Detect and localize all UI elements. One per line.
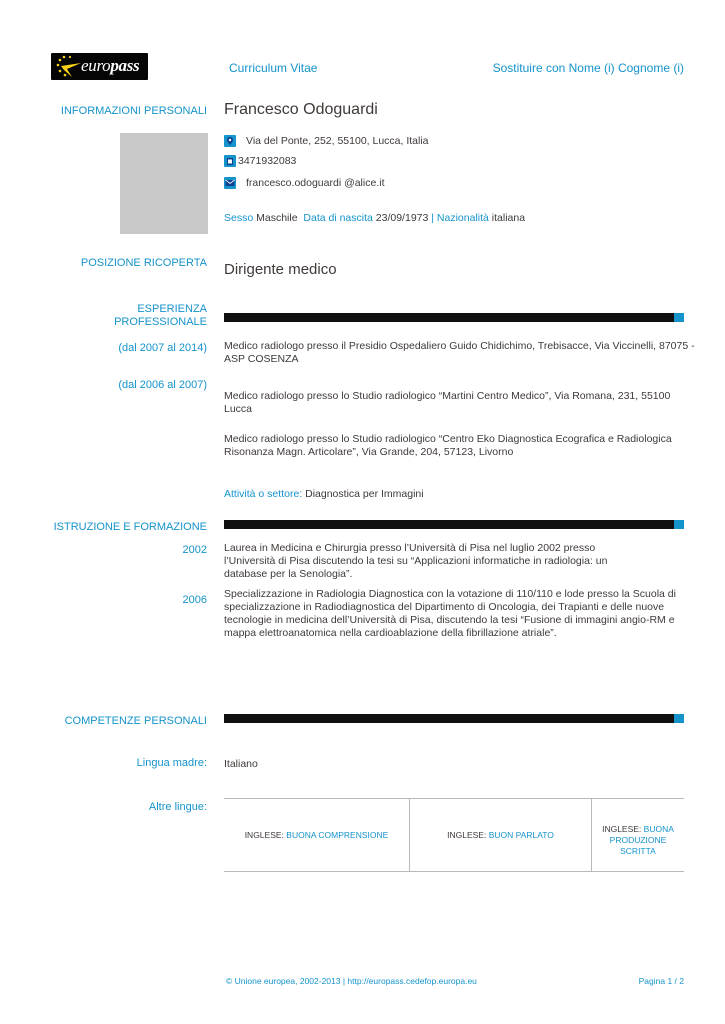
location-pin-icon — [224, 135, 236, 147]
position-value: Dirigente medico — [224, 261, 337, 278]
education-line: Laurea in Medicina e Chirurgia presso l’Università di Pisa nel luglio 2002 presso — [224, 542, 596, 554]
experience-line: Medico radiologo presso lo Studio radiologico “Martini Centro Medico”, Via Romana, 231, 55100 — [224, 390, 671, 402]
mother-tongue-label: Lingua madre: — [136, 757, 207, 769]
language-cell: INGLESE: BUONA COMPRENSIONE — [244, 829, 389, 840]
photo-placeholder — [120, 133, 208, 234]
languages-table — [224, 798, 684, 872]
birth-label: Data di nascita — [303, 212, 373, 224]
email-icon — [224, 177, 236, 189]
birth-value: 23/09/1973 — [375, 212, 429, 224]
mother-tongue-value: Italiano — [224, 758, 258, 770]
separator: | — [431, 212, 434, 224]
section-label-experience-1: ESPERIENZA — [137, 303, 207, 315]
experience-period: (dal 2007 al 2014) — [118, 342, 207, 354]
logo-wordmark: europass — [81, 56, 140, 75]
footer-copyright[interactable]: © Unione europea, 2002-2013 | http://europass.cedefop.europa.eu — [226, 976, 477, 986]
sector-label: Attività o settore: — [224, 488, 303, 500]
section-label-position: POSIZIONE RICOPERTA — [80, 257, 207, 269]
nationality-value: italiana — [491, 212, 526, 224]
language-cell: INGLESE: BUONA PRODUZIONE SCRITTA — [602, 824, 674, 856]
experience-period: (dal 2006 al 2007) — [118, 379, 207, 391]
doc-title: Curriculum Vitae — [229, 61, 318, 75]
full-name: Francesco Odoguardi — [224, 101, 378, 118]
experience-line: Risonanza Magn. Articolare”, Via Grande, 204, 57123, Livorno — [224, 446, 514, 458]
experience-line: ASP COSENZA — [224, 353, 299, 365]
experience-line: Medico radiologo presso lo Studio radiologico “Centro Eko Diagnostica Ecografica e Radiologica — [224, 433, 672, 445]
europass-logo — [51, 53, 148, 80]
footer-page-number: Pagina 1 / 2 — [638, 976, 684, 986]
experience-line: Lucca — [224, 403, 253, 415]
sex-value: Maschile — [256, 212, 298, 224]
education-year: 2002 — [182, 544, 207, 556]
section-label-personal: INFORMAZIONI PERSONALI — [60, 105, 207, 117]
sector-value: Diagnostica per Immagini — [305, 488, 424, 500]
education-line: database per la Senologia”. — [224, 568, 353, 580]
experience-line: Medico radiologo presso il Presidio Ospedaliero Guido Chidichimo, Trebisacce, Via Viccinelli, 87075 - — [224, 340, 695, 352]
language-cell: INGLESE: BUON PARLATO — [447, 829, 554, 840]
education-line: Specializzazione in Radiologia Diagnostica con la votazione di 110/110 e lode presso la Scuola di — [224, 588, 676, 600]
personal-details — [224, 212, 525, 225]
section-label-skills: COMPETENZE PERSONALI — [64, 715, 207, 727]
email[interactable]: francesco.odoguardi @alice.it — [246, 177, 385, 189]
sex-label: Sesso — [224, 212, 254, 224]
nationality-label: Nazionalità — [436, 212, 489, 224]
section-bar-education — [224, 520, 684, 529]
education-line: tecnologie in medicina dell’Università di Pisa, discutendo la tesi “Fusione di immagini angio-RM e — [224, 614, 675, 626]
education-line: specializzazione in Radiodiagnostica del Dipartimento di Oncologia, dei Trapianti e delle nuove — [224, 601, 665, 613]
education-line: mappa elettroanatomica nella cardioablazione della fibrillazione atriale”. — [224, 627, 557, 639]
experience-sector — [224, 488, 424, 501]
address: Via del Ponte, 252, 55100, Lucca, Italia — [246, 135, 429, 147]
phone-icon — [224, 155, 236, 167]
section-bar-skills — [224, 714, 684, 723]
section-label-education: ISTRUZIONE E FORMAZIONE — [53, 521, 207, 533]
other-languages-label: Altre lingue: — [148, 801, 207, 813]
education-year: 2006 — [182, 594, 207, 606]
section-label-experience-2: PROFESSIONALE — [114, 316, 207, 328]
phone[interactable]: 3471932083 — [238, 155, 297, 167]
section-bar-experience — [224, 313, 684, 322]
name-placeholder: Sostituire con Nome (i) Cognome (i) — [492, 61, 684, 75]
eu-stars-icon — [54, 54, 84, 79]
education-line: l’Università di Pisa discutendo la tesi su “Applicazioni informatiche in radiologia: un — [224, 555, 608, 567]
